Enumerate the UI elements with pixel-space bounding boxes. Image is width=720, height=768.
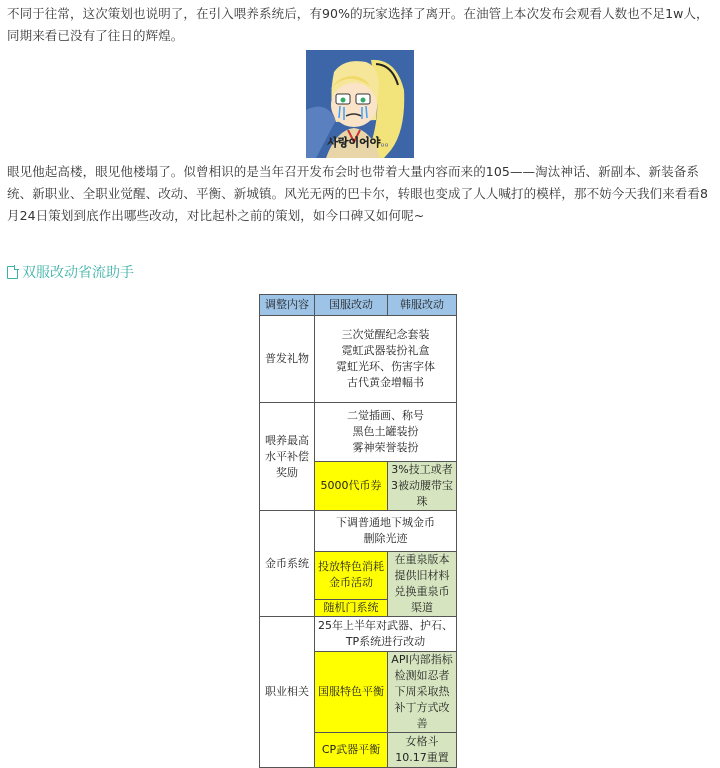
gift-shared-cell bbox=[315, 316, 457, 403]
gift-item: 三次觉醒纪念套装 bbox=[341, 328, 430, 341]
paragraph-intro: 不同于往常，这次策划也说明了，在引入喂养系统后，有90%的玩家选择了离开。在油管上本次发布会观看人数也不足1w人，同期来看已没有了往日的辉煌。 bbox=[7, 6, 709, 43]
feed-item: 黑色土罐装扮 bbox=[352, 425, 419, 438]
header-adjustment: 调整内容 bbox=[260, 295, 315, 316]
cartoon-character-image bbox=[306, 50, 414, 158]
section-title-text: 双服改动省流助手 bbox=[22, 265, 134, 281]
table-row-gift bbox=[260, 316, 457, 403]
gold-kr-cell: 在重泉版本提供旧材料兑换重泉币渠道 bbox=[388, 552, 457, 617]
gold-item: 下调普通地下城金币 bbox=[336, 516, 435, 529]
header-cn-changes: 国服改动 bbox=[315, 295, 388, 316]
illustration-caption: 사랑이어야.. bbox=[327, 136, 389, 149]
gift-item: 古代黄金增幅书 bbox=[347, 376, 424, 389]
table-row-feed-shared bbox=[260, 403, 457, 462]
job-cn-cell: 国服特色平衡 bbox=[315, 652, 388, 733]
row-label-job: 职业相关 bbox=[260, 617, 315, 768]
gold-cn-extra-cell: 随机门系统 bbox=[315, 599, 388, 616]
table-row-job-shared bbox=[260, 617, 457, 652]
section-title bbox=[7, 262, 134, 282]
feed-item: 雾神荣誉装扮 bbox=[352, 441, 419, 454]
job-kr-extra-cell: 女格斗10.17重置 bbox=[388, 733, 457, 768]
row-label-gift: 普发礼物 bbox=[260, 316, 315, 403]
feed-cn-cell: 5000代币券 bbox=[315, 462, 388, 511]
job-cn-extra-cell: CP武器平衡 bbox=[315, 733, 388, 768]
feed-item: 二觉插画、称号 bbox=[347, 409, 424, 422]
header-kr-changes: 韩服改动 bbox=[388, 295, 457, 316]
gold-item: 删除光迹 bbox=[363, 532, 408, 545]
cartoon-illustration bbox=[306, 50, 414, 158]
row-label-gold: 金币系统 bbox=[260, 511, 315, 617]
gift-item: 霓虹光环、伤害字体 bbox=[336, 360, 435, 373]
feed-kr-cell: 3%技工或者3被动腰带宝珠 bbox=[388, 462, 457, 511]
feed-shared-cell bbox=[315, 403, 457, 462]
gold-cn-cell: 投放特色消耗金币活动 bbox=[315, 552, 388, 600]
document-icon bbox=[7, 266, 18, 279]
row-label-feed: 喂养最高水平补偿奖励 bbox=[260, 403, 315, 511]
job-shared-cell: 25年上半年对武器、护石、TP系统进行改动 bbox=[315, 617, 457, 652]
comparison-table bbox=[259, 294, 457, 768]
gift-item: 霓虹武器装扮礼盒 bbox=[341, 344, 430, 357]
table-row-gold-shared bbox=[260, 511, 457, 552]
job-kr-cell: API内部指标检测如忍者下周采取热补丁方式改善 bbox=[388, 652, 457, 733]
table-header-row bbox=[260, 295, 457, 316]
paragraph-body: 眼见他起高楼，眼见他楼塌了。似曾相识的是当年召开发布会时也带着大量内容而来的105——淘汰神话、新副本、新装备系统、新职业、全职业觉醒、改动、平衡、新城镇。风光无两的巴卡尔，转眼也变成了人人喊打的模样，那不妨今天我们来看看8月24日策划到底作出哪些改动，对比起朴之前的策划，如今口碑又如何呢~ bbox=[7, 164, 709, 223]
gold-shared-cell bbox=[315, 511, 457, 552]
